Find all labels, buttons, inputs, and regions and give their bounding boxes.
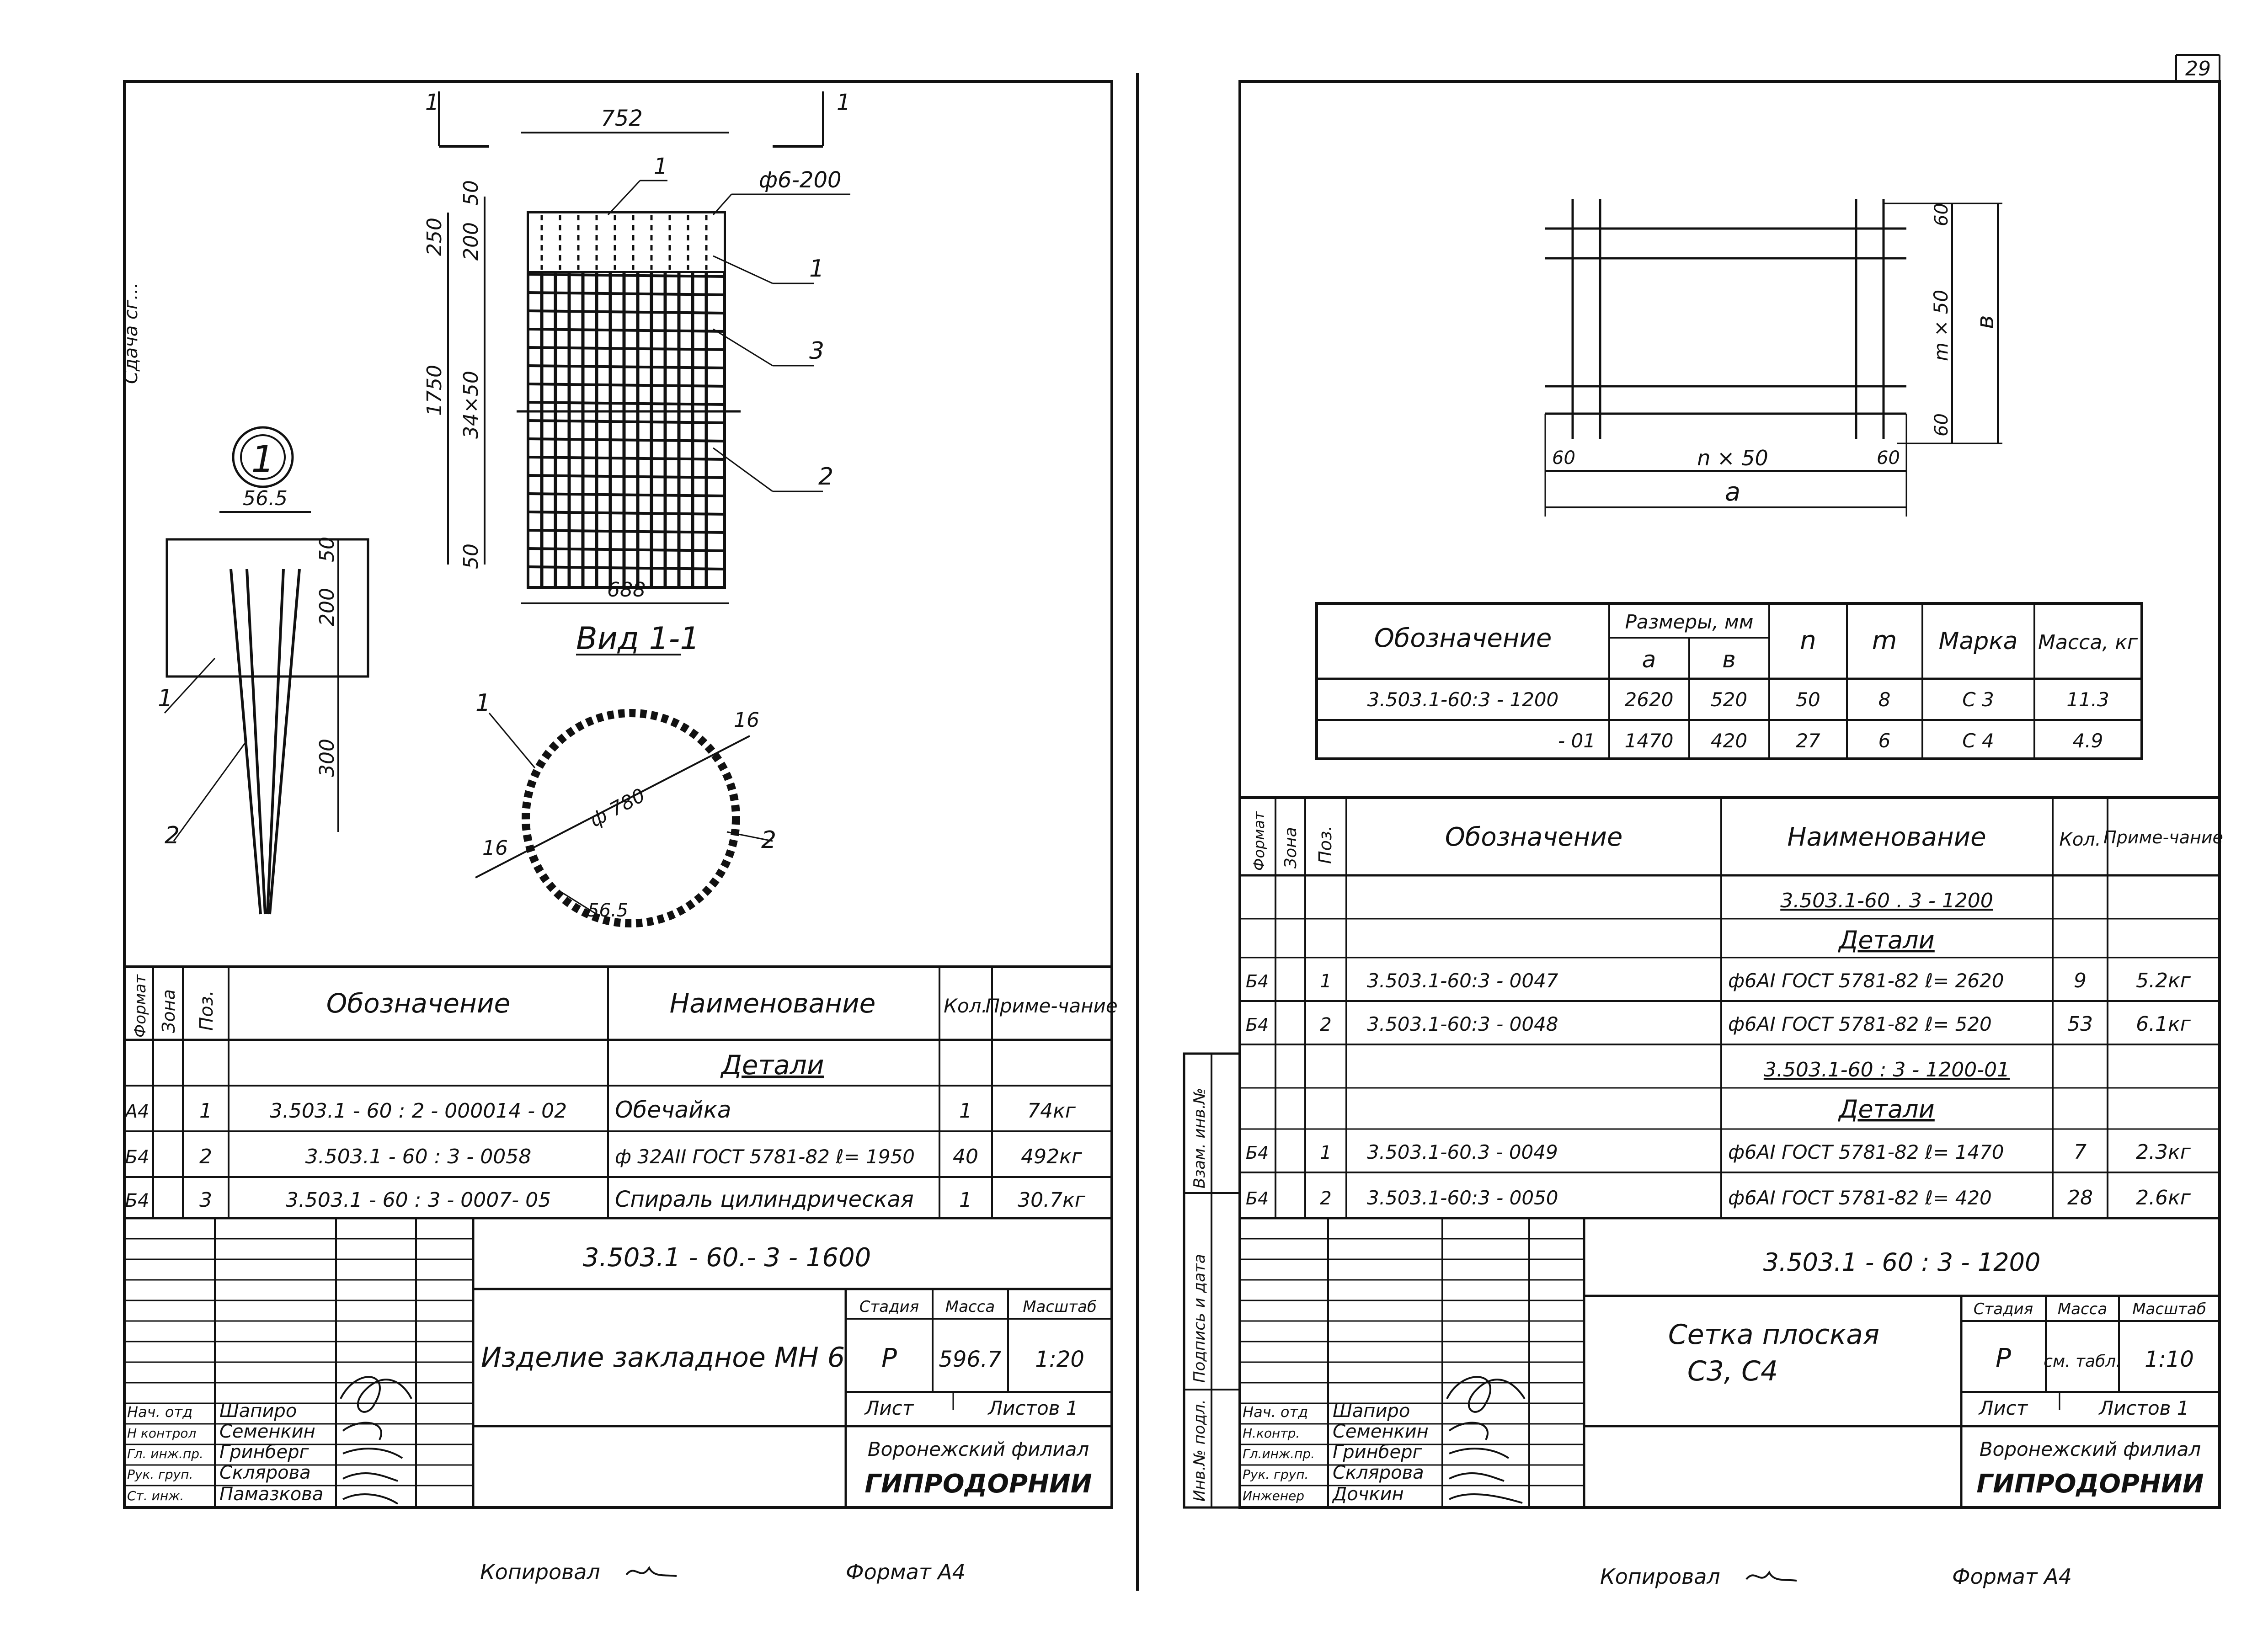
mesh-r2-a: 1470	[1624, 730, 1674, 752]
mesh-r1-b: 520	[1710, 688, 1748, 711]
right-spec-g2r1-name: ф6АI ГОСТ 5781-82 ℓ= 1470	[1728, 1141, 2004, 1163]
sketch-dim-nx50: n × 50	[1697, 446, 1768, 470]
mesh-left-pitch: 34×50	[459, 371, 483, 439]
right-staff-name: Склярова	[1333, 1462, 1424, 1483]
mesh-width-top: 752	[601, 106, 643, 131]
detail-dim-300: 300	[315, 739, 339, 777]
mesh-h-designation: Обозначение	[1374, 623, 1552, 653]
mesh-r1-n: 50	[1796, 688, 1820, 711]
left-scale: 1:20	[1035, 1347, 1084, 1372]
right-staff-role: Гл.инж.пр.	[1243, 1446, 1315, 1461]
right-spec-g1-section: Детали	[1839, 926, 1935, 954]
left-spec-r3-format: Б4	[125, 1190, 149, 1211]
left-spec-r1-format: А4	[125, 1101, 149, 1122]
left-staff-name: Семенкин	[219, 1421, 315, 1442]
mesh-r2-m: 6	[1878, 730, 1891, 752]
mesh-pos-2: 2	[818, 463, 834, 490]
left-spec-r1-name: Обечайка	[615, 1097, 731, 1123]
mesh-h-mark: Марка	[1938, 628, 2018, 655]
view-pos-2: 2	[761, 826, 777, 854]
right-spec-h-format: Формат	[1250, 811, 1268, 871]
left-spec-r3-qty: 1	[959, 1188, 972, 1212]
left-spec-r3-designation: 3.503.1 - 60 : 3 - 0007- 05	[285, 1188, 551, 1212]
detail-dim-200: 200	[315, 588, 339, 626]
right-stage-label: Стадия	[1973, 1300, 2033, 1318]
right-spec-g1-title: 3.503.1-60 . 3 - 1200	[1780, 889, 1993, 912]
sketch-dim-b: в	[1972, 315, 1999, 329]
mesh-r1-mass: 11.3	[2066, 688, 2109, 711]
mesh-left-200: 200	[459, 222, 483, 261]
left-mass: 596.7	[939, 1347, 1002, 1372]
right-spec-g1r1-name: ф6АI ГОСТ 5781-82 ℓ= 2620	[1728, 969, 2004, 992]
mesh-pos-1-top: 1	[654, 154, 668, 179]
detail-pos-1: 1	[158, 685, 173, 712]
right-spec-g1r1-format: Б4	[1245, 971, 1269, 991]
left-spec-section: Детали	[721, 1049, 824, 1081]
right-spec-g2r1-format: Б4	[1245, 1143, 1269, 1163]
right-spec-h-zone: Зона	[1281, 827, 1300, 868]
right-spec-h-pos: Поз.	[1315, 825, 1335, 864]
right-mass: см. табл.	[2044, 1352, 2121, 1371]
view-cut-b: 16	[482, 836, 508, 860]
right-spec-g1r1-qty: 9	[2074, 969, 2087, 992]
left-spec-r2-pos: 2	[199, 1145, 212, 1168]
view-pitch: 56.5	[587, 900, 629, 921]
right-title-line1: Сетка плоская	[1668, 1319, 1880, 1351]
right-scale: 1:10	[2145, 1347, 2194, 1372]
right-staff-name: Шапиро	[1333, 1401, 1410, 1422]
section-mark-right: 1	[837, 90, 851, 115]
right-spec-g2r1-designation: 3.503.1-60.3 - 0049	[1367, 1141, 1558, 1163]
left-staff-name: Шапиро	[219, 1401, 297, 1422]
right-spec-g2r2-name: ф6АI ГОСТ 5781-82 ℓ= 420	[1728, 1187, 1992, 1209]
mesh-r1-m: 8	[1878, 688, 1891, 711]
left-spec-r3-pos: 3	[199, 1188, 212, 1212]
sketch-dim-60-tr: 60	[1931, 203, 1952, 226]
detail-marker-label: 1	[251, 438, 275, 480]
left-footer-copied: Копировал	[480, 1560, 600, 1584]
left-spec-r1-designation: 3.503.1 - 60 : 2 - 000014 - 02	[269, 1099, 567, 1123]
mesh-left-50a: 50	[459, 180, 483, 206]
right-spec-g2r2-note: 2.6кг	[2136, 1186, 2191, 1209]
left-spec-h-zone: Зона	[159, 989, 179, 1033]
left-stage-label: Стадия	[859, 1298, 919, 1316]
left-spec-h-format: Формат	[131, 975, 149, 1038]
left-spec-r2-format: Б4	[125, 1147, 149, 1168]
left-staff-role: Ст. инж.	[127, 1488, 184, 1503]
right-spec-g1r1-note: 5.2кг	[2136, 969, 2191, 992]
left-footer-format: Формат А4	[846, 1560, 966, 1584]
view-pos-1: 1	[475, 689, 491, 717]
right-spec-g1r2-qty: 53	[2067, 1012, 2093, 1036]
left-staff-role: Рук. груп.	[127, 1467, 193, 1482]
right-org-name: ГИПРОДОРНИИ	[1976, 1469, 2204, 1499]
left-spec-h-designation: Обозначение	[326, 988, 511, 1019]
left-sheet-label: Лист	[865, 1397, 914, 1419]
right-spec-h-designation: Обозначение	[1445, 822, 1623, 852]
mesh-h-mass: Масса, кг	[2038, 631, 2138, 654]
right-spec-g2-title: 3.503.1-60 : 3 - 1200-01	[1763, 1058, 2010, 1081]
right-staff-role: Нач. отд	[1243, 1403, 1308, 1421]
left-title-text: Изделие закладное МН 6	[480, 1342, 845, 1374]
left-spec-r2-qty: 40	[953, 1145, 978, 1168]
mesh-width-bottom: 688	[607, 578, 646, 602]
left-spec-r3-note: 30.7кг	[1018, 1188, 1085, 1212]
mesh-r2-mass: 4.9	[2072, 730, 2103, 752]
right-stage: Р	[1996, 1343, 2011, 1373]
mesh-left-250: 250	[423, 218, 446, 256]
mesh-top-band	[528, 213, 725, 272]
left-spec-h-pos: Поз.	[196, 990, 217, 1031]
left-spec-r3-name: Спираль цилиндрическая	[615, 1187, 914, 1212]
page-number: 29	[2185, 57, 2211, 80]
side-label-inv: Инв.№ подл.	[1190, 1399, 1209, 1502]
left-spec-h-name: Наименование	[669, 988, 876, 1019]
side-label-signature: Подпись и дата	[1190, 1254, 1209, 1383]
right-doc-code: 3.503.1 - 60 : 3 - 1200	[1763, 1248, 2041, 1277]
sketch-dim-a: а	[1724, 477, 1741, 507]
left-staff-role: Гл. инж.пр.	[127, 1446, 203, 1461]
right-spec-g2-section: Детали	[1839, 1095, 1935, 1124]
right-staff-name: Гринберг	[1333, 1442, 1422, 1463]
right-spec-g2r1-qty: 7	[2074, 1140, 2087, 1164]
right-spec-g2r1-note: 2.3кг	[2136, 1140, 2191, 1164]
mesh-r1-a: 2620	[1624, 688, 1674, 711]
left-spec-r2-name: ф 32АII ГОСТ 5781-82 ℓ= 1950	[615, 1145, 915, 1168]
right-spec-g1r2-designation: 3.503.1-60:3 - 0048	[1367, 1013, 1558, 1035]
right-spec-g1r2-name: ф6АI ГОСТ 5781-82 ℓ= 520	[1728, 1013, 1992, 1035]
right-spec-g1r2-format: Б4	[1245, 1015, 1269, 1035]
right-org: Воронежский филиал	[1979, 1438, 2201, 1460]
left-staff-name: Памазкова	[219, 1484, 324, 1505]
left-spec-r2-designation: 3.503.1 - 60 : 3 - 0058	[305, 1145, 532, 1168]
mesh-r2-designation: - 01	[1558, 730, 1596, 752]
detail-pos-2: 2	[165, 822, 180, 849]
left-sheets-label: Листов 1	[988, 1397, 1078, 1419]
right-spec-g1r2-pos: 2	[1320, 1014, 1332, 1035]
left-staff-role: Нач. отд	[127, 1403, 193, 1421]
mesh-r2-b: 420	[1710, 730, 1748, 752]
right-sheet-label: Лист	[1979, 1397, 2028, 1419]
left-spec-r1-note: 74кг	[1027, 1099, 1076, 1123]
mesh-h-a: а	[1642, 646, 1656, 673]
right-spec-g2r2-designation: 3.503.1-60:3 - 0050	[1367, 1187, 1558, 1209]
view-title: Вид 1-1	[576, 621, 700, 657]
right-staff-role: Рук. груп.	[1243, 1467, 1309, 1482]
mesh-h-n: n	[1800, 626, 1816, 655]
mesh-r1-designation: 3.503.1-60:3 - 1200	[1367, 688, 1559, 711]
right-staff-name: Семенкин	[1333, 1421, 1429, 1442]
left-doc-code: 3.503.1 - 60.- 3 - 1600	[582, 1243, 871, 1273]
left-spec-r1-qty: 1	[959, 1099, 972, 1123]
mesh-pos-1: 1	[809, 255, 825, 282]
left-org: Воронежский филиал	[867, 1438, 1089, 1460]
right-spec-g2r2-format: Б4	[1245, 1188, 1269, 1209]
view-cut-a: 16	[734, 708, 759, 732]
left-spec-h-qty: Кол.	[944, 995, 987, 1017]
left-spec-r1-pos: 1	[199, 1099, 212, 1123]
left-spec-h-note: Приме-чание	[985, 995, 1118, 1017]
mesh-bar-label: ф6-200	[759, 167, 842, 193]
left-scale-label: Масштаб	[1023, 1298, 1097, 1316]
mesh-left-50b: 50	[459, 543, 483, 569]
sketch-dim-60-l: 60	[1552, 447, 1575, 469]
left-stage: Р	[881, 1343, 897, 1373]
right-spec-h-qty: Кол.	[2059, 829, 2101, 850]
mesh-h-b: в	[1722, 646, 1736, 673]
right-mass-label: Масса	[2057, 1300, 2108, 1318]
sketch-dim-60-r: 60	[1877, 447, 1900, 469]
mesh-r1-mark: С 3	[1962, 688, 1994, 711]
mesh-h-sizes: Размеры, мм	[1625, 611, 1754, 633]
mesh-left-total: 1750	[423, 365, 446, 416]
right-spec-g2r1-pos: 1	[1320, 1142, 1332, 1163]
right-staff-role: Н.контр.	[1243, 1426, 1300, 1441]
side-label-replace: Взам. инв.№	[1190, 1087, 1209, 1188]
left-mass-label: Масса	[945, 1298, 995, 1316]
right-sheets-label: Листов 1	[2099, 1397, 2189, 1419]
left-staff-role: Н контрол	[127, 1426, 197, 1441]
mesh-r2-n: 27	[1796, 730, 1820, 752]
left-staff-name: Гринберг	[219, 1442, 309, 1463]
right-scale-label: Масштаб	[2132, 1300, 2206, 1318]
sketch-dim-mx50: m × 50	[1930, 289, 1952, 361]
right-footer-format: Формат А4	[1952, 1564, 2072, 1589]
mesh-r2-mark: С 4	[1962, 730, 1994, 752]
detail-dim-50: 50	[315, 537, 339, 562]
view-diameter: ф 780	[586, 783, 649, 831]
detail-dim-top: 56.5	[243, 487, 288, 510]
section-mark-left: 1	[425, 90, 439, 115]
right-spec-g2r2-qty: 28	[2067, 1186, 2093, 1209]
right-staff-role: Инженер	[1243, 1488, 1305, 1503]
side-note: Сдача сг...	[121, 282, 142, 384]
right-title-line2: С3, С4	[1687, 1355, 1778, 1387]
right-spec-h-note: Приме-чание	[2103, 827, 2223, 847]
right-spec-g1r1-pos: 1	[1320, 971, 1332, 992]
left-spec-r2-note: 492кг	[1021, 1145, 1082, 1168]
right-footer-copied: Копировал	[1600, 1564, 1720, 1589]
right-spec-g2r2-pos: 2	[1320, 1188, 1332, 1209]
left-org-name: ГИПРОДОРНИИ	[865, 1469, 1092, 1499]
mesh-h-m: m	[1872, 626, 1897, 655]
right-spec-g1r2-note: 6.1кг	[2136, 1012, 2191, 1036]
right-spec-h-name: Наименование	[1787, 822, 1986, 852]
right-staff-name: Дочкин	[1333, 1484, 1404, 1505]
left-staff-name: Склярова	[219, 1462, 311, 1483]
right-spec-g1r1-designation: 3.503.1-60:3 - 0047	[1367, 969, 1558, 992]
sketch-dim-60-br: 60	[1931, 413, 1952, 437]
mesh-pos-3: 3	[809, 337, 825, 365]
